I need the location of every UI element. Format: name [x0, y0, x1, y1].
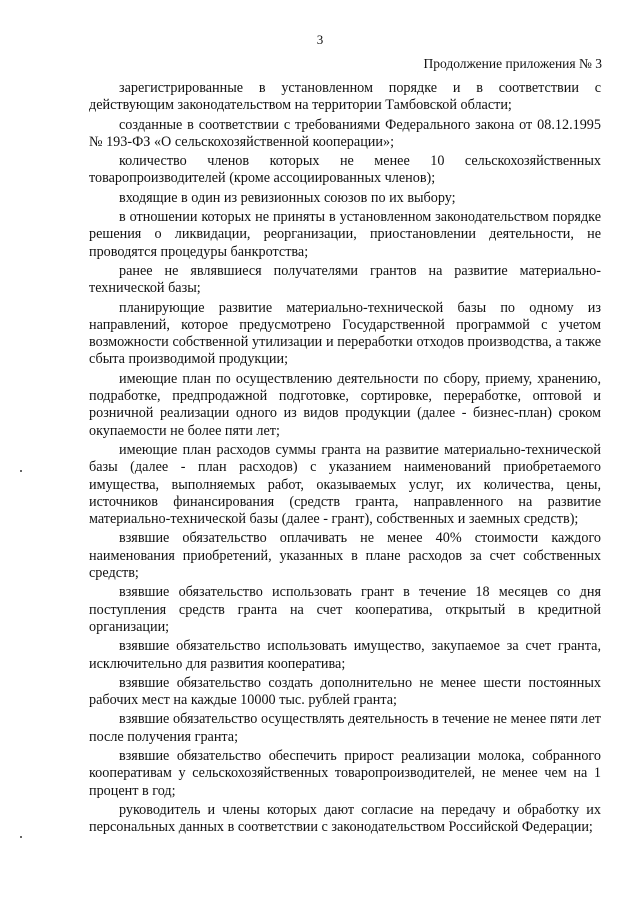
paragraph: взявшие обязательство оплачивать не менее 40% стоимости каждого наименования приобретений, указанных в плане расходов за счет собственных средств; [89, 530, 601, 582]
paragraph: взявшие обязательство создать дополнительно не менее шести постоянных рабочих мест на каждые 10000 тыс. рублей гранта; [89, 674, 601, 709]
paragraph: входящие в один из ревизионных союзов по их выбору; [119, 189, 456, 206]
scan-speck [20, 470, 22, 472]
scan-speck [20, 836, 22, 838]
paragraph: ранее не являвшиеся получателями грантов на развитие материально-технической базы; [89, 262, 601, 297]
paragraph: зарегистрированные в установленном порядке и в соответствии с действующим законодательством на территории Тамбовской области; [89, 80, 601, 114]
paragraph: взявшие обязательство использовать имущество, закупаемое за счет гранта, исключительно для развития кооператива; [89, 638, 601, 672]
paragraph: имеющие план по осуществлению деятельности по сбору, приему, хранению, подработке, предпродажной подготовке, сортировке, переработке, оптовой и розничной реализации одного из видов продукции (далее - бизнес-план) сроком окупаемости не более пяти лет; [89, 370, 601, 439]
paragraph: созданные в соответствии с требованиями Федерального закона от 08.12.1995 № 193-ФЗ «О сельскохозяйственной кооперации»; [89, 116, 601, 150]
page-number: 3 [316, 32, 324, 47]
paragraph: взявшие обязательство осуществлять деятельность в течение не менее пяти лет после получения гранта; [89, 711, 601, 745]
paragraph: взявшие обязательство использовать грант в течение 18 месяцев со дня поступления средств гранта на счет кооператива, открытый в кредитной организации; [89, 584, 601, 635]
continuation-label: Продолжение приложения № 3 [423, 56, 602, 71]
paragraph: количество членов которых не менее 10 сельскохозяйственных товаропроизводителей (кроме ассоциированных членов); [89, 153, 601, 187]
paragraph: взявшие обязательство обеспечить прирост реализации молока, собранного кооперативам у сельскохозяйственных товаропроизводителей, не менее чем на 1 процент в год; [89, 747, 601, 799]
paragraph: в отношении которых не приняты в установленном законодательством порядке решения о ликвидации, реорганизации, приостановлении деятельности, не проводятся процедуры банкротства; [89, 209, 601, 260]
paragraph: руководитель и члены которых дают согласие на передачу и обработку их персональных данных в соответствии с законодательством Российской Федерации; [89, 801, 601, 836]
paragraph: планирующие развитие материально-технической базы по одному из направлений, которое предусмотрено Государственной программой с учетом возможности собственной утилизации и переработки отходов производства, а также сбыта производимой продукции; [89, 299, 601, 368]
paragraph: имеющие план расходов суммы гранта на развитие материально-технической базы (далее - план расходов) с указанием наименований приобретаемого имущества, выполняемых работ, оказываемых услуг, их количества, цены, источников финансирования (средств гранта, направленного на развитие материально-технической базы (далее - грант), собственных и заемных средств); [89, 441, 601, 528]
body-text [89, 80, 601, 838]
